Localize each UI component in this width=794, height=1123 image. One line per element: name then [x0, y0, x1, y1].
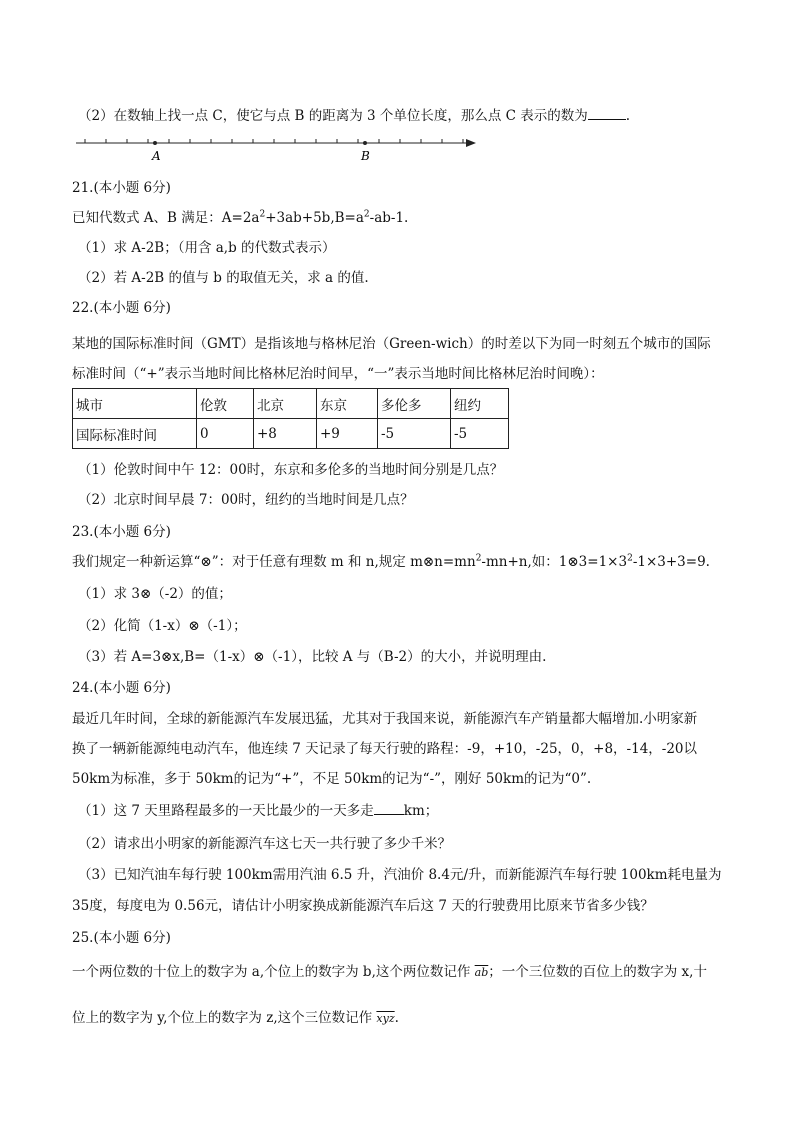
q24-part2: （2）请求出小明家的新能源汽车这七天一共行驶了多少千米？: [78, 836, 452, 852]
table-cell: 纽约: [451, 389, 509, 419]
number-line: [72, 128, 482, 168]
table-cell: +9: [317, 419, 378, 449]
q21-part2: （2）若 A-2B 的值与 b 的取值无关，求 a 的值.: [78, 270, 369, 286]
q23-stem: 我们规定一种新运算“⊗”：对于任意有理数 m 和 n,规定 $m\otimes n=mn^2-mn+n$,如：$1\otimes 3=1\times 3^2-1\times 3+3=9$.: [72, 553, 710, 570]
q22-stem-line1: 某地的国际标准时间（GMT）是指该地与格林尼治（Green-wich）的时差以下为同一时刻五个城市的国际: [72, 336, 711, 352]
overline-xyz: $\overline{xyz}$: [376, 1012, 395, 1025]
q24-part3-line2: 35度，每度电为 0.56元，请估计小明家换成新能源汽车后这 7 天的行驶费用比原来节省多少钱？: [72, 898, 654, 914]
q22-header: 22.(本小题 6分): [72, 300, 171, 316]
q25-stem-line2: 位上的数字为 y,个位上的数字为 z,这个三位数记作 $\overline{xyz}$.: [72, 1010, 399, 1026]
q23-part2: （2）化简（1-x）⊗（-1）；: [78, 618, 247, 634]
q25-stem-line1: 一个两位数的十位上的数字为 a,个位上的数字为 b,这个两位数记作 $\overline{ab}$；一个三位数的百位上的数字为 x,十: [72, 964, 707, 980]
q23-part1: （1）求 3⊗（-2）的值；: [78, 586, 232, 602]
answer-blank[interactable]: [588, 107, 626, 120]
overline-ab: $\overline{ab}$: [474, 966, 489, 979]
q24-stem-line1: 最近几年时间，全球的新能源汽车发展迅猛，尤其对于我国来说，新能源汽车产销量都大幅增加.小明家新: [72, 711, 698, 727]
table-row: [73, 419, 509, 449]
q20-part2-end: .: [625, 108, 631, 124]
point-b-label: B: [361, 149, 370, 163]
q21-stem: 已知代数式 A、B 满足：$A=2a^2+3ab+5b,B=a^2-ab-1$.: [72, 209, 409, 226]
point-b-dot: [363, 141, 367, 145]
q21-header: 21.(本小题 6分): [72, 180, 171, 196]
q22-part2: （2）北京时间早晨 7：00时，纽约的当地时间是几点？: [78, 492, 414, 508]
table-cell: 北京: [254, 389, 317, 419]
q24-stem-line3: 50km为标准，多于 50km的记为“+”，不足 50km的记为“-”，刚好 50km的记为“0”.: [72, 771, 592, 787]
table-cell: 多伦多: [378, 389, 451, 419]
q20-part2: [78, 104, 630, 124]
answer-blank[interactable]: [374, 802, 404, 815]
table-cell: 伦敦: [197, 389, 254, 419]
table-cell: -5: [451, 419, 509, 449]
q22-stem-line2: 标准时间（“+”表示当地时间比格林尼治时间早，“一”表示当地时间比格林尼治时间晚）：: [72, 366, 604, 382]
number-line-ticks: [85, 139, 463, 143]
timezone-table: [72, 388, 509, 449]
q20-part2-text: （2）在数轴上找一点 C，使它与点 B 的距离为 3 个单位长度，那么点 C 表示的数为: [78, 108, 588, 124]
q23-header: 23.(本小题 6分): [72, 524, 171, 540]
table-row: [73, 389, 509, 419]
q24-part3-line1: （3）已知汽油车每行驶 100km需用汽油 6.5 升，汽油价 8.4元/升，而新能源汽车每行驶 100km耗电量为: [78, 867, 722, 883]
q23-part3: （3）若 A=3⊗x,B=（1-x）⊗（-1），比较 A 与（B-2）的大小，并说明理由.: [78, 649, 547, 665]
arrow-right-icon: [466, 139, 476, 147]
table-cell: 国际标准时间: [73, 419, 197, 449]
q24-header: 24.(本小题 6分): [72, 680, 171, 696]
table-cell: 东京: [317, 389, 378, 419]
q21-part1: （1）求 A-2B；（用含 a,b 的代数式表示）: [78, 240, 336, 256]
point-a-label: A: [152, 149, 161, 163]
q22-part1: （1）伦敦时间中午 12：00时，东京和多伦多的当地时间分别是几点？: [78, 462, 504, 478]
q24-stem-line2: 换了一辆新能源纯电动汽车，他连续 7 天记录了每天行驶的路程：-9，+10，-25，0，+8，-14，-20以: [72, 741, 698, 757]
q24-part1: （1）这 7 天里路程最多的一天比最少的一天多走 km；: [78, 803, 439, 819]
table-cell: 0: [197, 419, 254, 449]
table-cell: 城市: [73, 389, 197, 419]
table-cell: -5: [378, 419, 451, 449]
table-cell: +8: [254, 419, 317, 449]
point-a-dot: [153, 141, 157, 145]
q25-header: 25.(本小题 6分): [72, 930, 171, 946]
